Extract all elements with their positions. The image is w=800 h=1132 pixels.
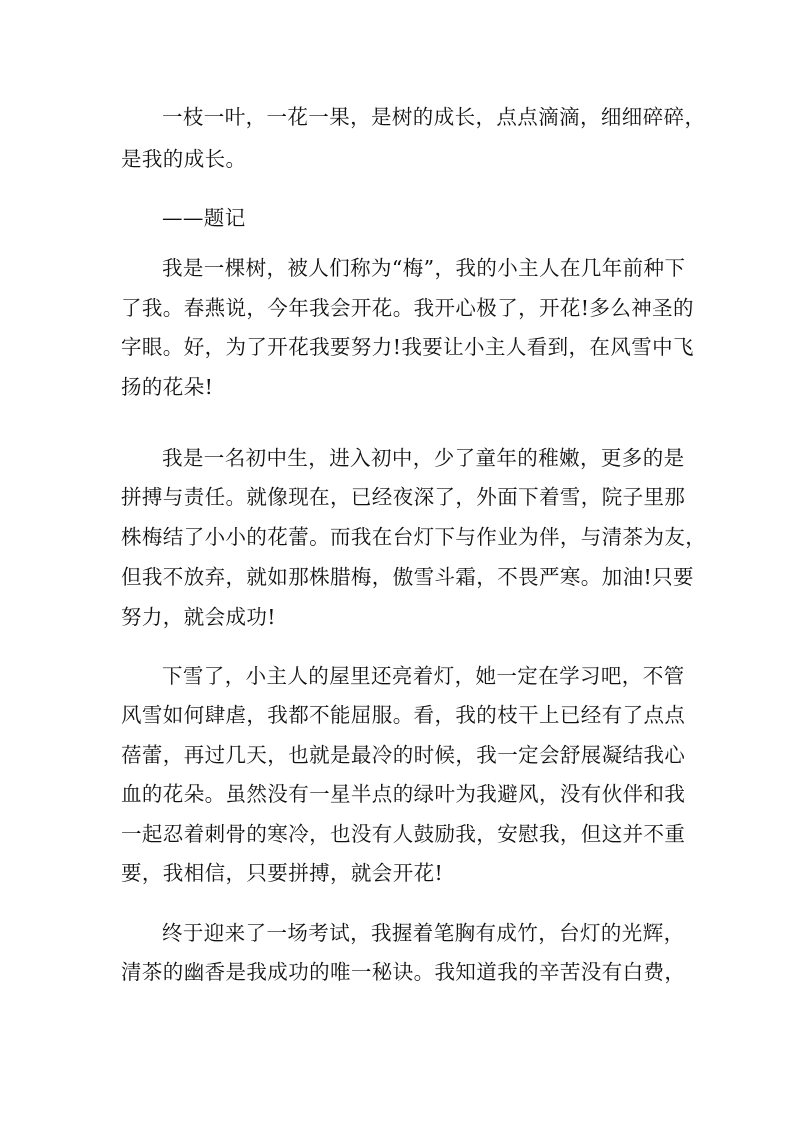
p2-line-5: 努力，就会成功! bbox=[121, 605, 276, 629]
p4-line-2: 清茶的幽香是我成功的唯一秘诀。我知道我的辛苦没有白费， bbox=[121, 960, 686, 984]
p2-line-2: 拼搏与责任。就像现在，已经夜深了，外面下着雪，院子里那 bbox=[121, 485, 686, 509]
p3-line-5: 一起忍着刺骨的寒冷，也没有人鼓励我，安慰我，但这并不重 bbox=[121, 822, 686, 846]
p1-line-4: 扬的花朵! bbox=[121, 375, 214, 399]
p3-line-4: 血的花朵。虽然没有一星半点的绿叶为我避风，没有伙伴和我 bbox=[121, 782, 686, 806]
p1-line-3: 字眼。好，为了开花我要努力!我要让小主人看到，在风雪中飞 bbox=[121, 335, 694, 359]
intro-line-1: 一枝一叶，一花一果，是树的成长，点点滴滴，细细碎碎， bbox=[162, 105, 706, 129]
p2-line-3: 株梅结了小小的花蕾。而我在台灯下与作业为伴，与清茶为友， bbox=[121, 525, 707, 549]
p1-line-1: 我是一棵树，被人们称为“梅”，我的小主人在几年前种下 bbox=[162, 256, 686, 280]
p2-line-4: 但我不放弃，就如那株腊梅，傲雪斗霜，不畏严寒。加油!只要 bbox=[121, 565, 694, 589]
inscription: ——题记 bbox=[162, 206, 246, 230]
intro-line-2: 是我的成长。 bbox=[121, 147, 247, 171]
p2-line-1: 我是一名初中生，进入初中，少了童年的稚嫩，更多的是 bbox=[162, 446, 685, 470]
p3-line-6: 要，我相信，只要拼搏，就会开花! bbox=[121, 861, 444, 885]
p1-line-2: 了我。春燕说，今年我会开花。我开心极了，开花!多么神圣的 bbox=[121, 296, 694, 320]
p3-line-3: 蓓蕾，再过几天，也就是最冷的时候，我一定会舒展凝结我心 bbox=[121, 743, 686, 767]
p3-line-2: 风雪如何肆虐，我都不能屈服。看，我的枝干上已经有了点点 bbox=[121, 703, 686, 727]
p4-line-1: 终于迎来了一场考试，我握着笔胸有成竹，台灯的光辉， bbox=[162, 921, 685, 945]
p3-line-1: 下雪了，小主人的屋里还亮着灯，她一定在学习吧，不管 bbox=[162, 664, 685, 688]
